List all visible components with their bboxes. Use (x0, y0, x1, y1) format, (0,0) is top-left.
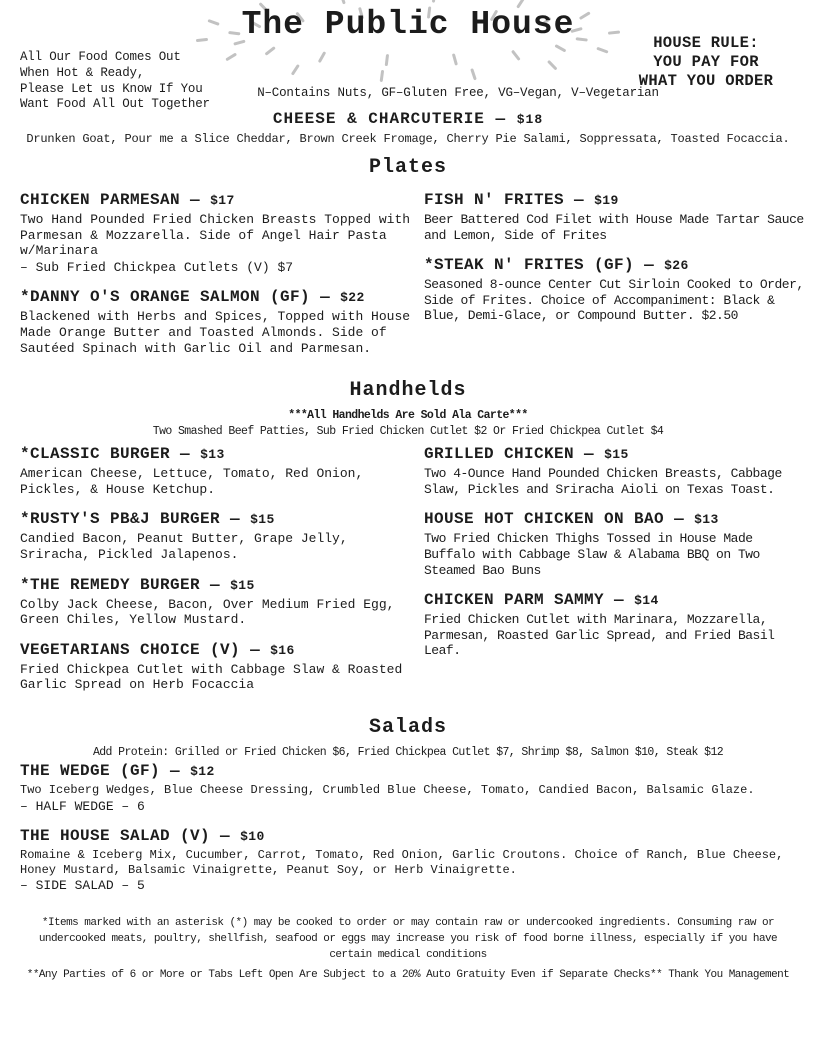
menu-item-description: Two Hand Pounded Fried Chicken Breasts Topped with Parmesan & Mozzarella. Side of Angel Hair Pasta w/Marinara (20, 212, 411, 259)
menu-item-price: $12 (190, 764, 215, 780)
menu-item-price: $15 (250, 512, 275, 528)
salads-items (0, 760, 816, 893)
price-dash: — (614, 591, 625, 610)
menu-item-title (20, 576, 412, 594)
menu-item-description: Beer Battered Cod Filet with House Made Tartar Sauce and Lemon, Side of Frites (424, 212, 804, 243)
price-dash: — (190, 191, 201, 209)
menu-item-price: $15 (604, 447, 629, 463)
menu-item (20, 827, 796, 893)
plates-heading: Plates (368, 156, 447, 179)
asterisk-disclaimer: *Items marked with an asterisk (*) may be cooked to order or may contain raw or undercooked ingredients. Consuming raw or undercooked meats, poultry, shellfish, seafood or eggs may increase you risk of food borne illness, especially if you have certain medical conditions (38, 916, 778, 961)
menu-item-title (20, 827, 796, 845)
section-salads (0, 716, 816, 894)
menu-item-title (20, 191, 412, 209)
handhelds-note-primary: ***All Handhelds Are Sold Ala Carte*** (288, 409, 528, 423)
menu-item-name: THE HOUSE SALAD (V) (20, 827, 211, 846)
menu-item (424, 191, 806, 243)
menu-item (424, 256, 806, 324)
price-dash: — (170, 762, 181, 781)
pickup-note-line: Please Let us Know If You (20, 81, 203, 96)
restaurant-name: The Public House (241, 6, 575, 43)
menu-item-name: GRILLED CHICKEN (424, 445, 575, 464)
menu-item-price: $13 (200, 447, 225, 463)
handhelds-columns (0, 439, 816, 706)
price-dash: — (674, 510, 685, 529)
burst-ray-mark (471, 68, 477, 80)
house-rule-line: YOU PAY FOR (653, 52, 759, 71)
pickup-note-line: All Our Food Comes Out (20, 50, 181, 64)
menu-item-title (20, 641, 412, 659)
menu-item-description: Fried Chicken Cutlet with Marinara, Mozzarella, Parmesan, Roasted Garlic Spread, and Fried Basil Leaf. (424, 612, 775, 659)
price-dash: — (250, 640, 261, 659)
menu-item-price: $13 (694, 512, 719, 528)
menu-item-name: CHICKEN PARMESAN (20, 191, 181, 209)
menu-item-description: Two 4-Ounce Hand Pounded Chicken Breasts, Cabbage Slaw, Pickles and Sriracha Aioli on Texas Toast. (424, 466, 782, 497)
menu-item-name: CHICKEN PARM SAMMY (424, 591, 605, 610)
burst-ray-mark (196, 38, 208, 42)
gratuity-note: **Any Parties of 6 or More or Tabs Left Open Are Subject to a 20% Auto Gratuity Even if Separate Checks** Thank You Management (26, 968, 790, 981)
house-rule-line: WHAT YOU ORDER (638, 71, 774, 90)
menu-item-addendum: – HALF WEDGE – 6 (20, 798, 145, 814)
burst-ray-mark (228, 31, 240, 35)
menu-item-description: Blackened with Herbs and Spices, Topped with House Made Orange Butter and Toasted Almonds. Side of Sautéed Spinach with Garlic Oil and Parmesan. (20, 309, 411, 356)
menu-item-price: $10 (240, 829, 265, 845)
salads-add-protein-note: Add Protein: Grilled or Fried Chicken $6, Fried Chickpea Cutlet $7, Shrimp $8, Salmon $10, Steak $12 (92, 745, 724, 759)
price-dash: — (584, 445, 595, 464)
menu-item-name: *DANNY O'S ORANGE SALMON (GF) (20, 288, 311, 307)
menu-item-description: Two Iceberg Wedges, Blue Cheese Dressing, Crumbled Blue Cheese, Tomato, Candied Bacon, Balsamic Glaze. (20, 783, 755, 798)
menu-item-name: *STEAK N' FRITES (GF) (424, 256, 635, 275)
pickup-note-line: When Hot & Ready, (20, 65, 145, 80)
menu-item-title (424, 591, 806, 609)
burst-ray-mark (511, 50, 520, 61)
price-dash: — (210, 575, 221, 594)
menu-item-price: $17 (210, 193, 235, 208)
pickup-note-line: Want Food All Out Together (20, 97, 210, 112)
menu-item-description: Romaine & Iceberg Mix, Cucumber, Carrot, Tomato, Red Onion, Garlic Croutons. Choice of Ranch, Blue Cheese, Honey Mustard, Balsamic Vinaigrette, Peanut Soy, or Herb Vinaigrette. (20, 848, 784, 877)
menu-item-title (424, 191, 806, 209)
menu-item-name: HOUSE HOT CHICKEN ON BAO (424, 510, 665, 529)
menu-item-description: Fried Chickpea Cutlet with Cabbage Slaw & Roasted Garlic Spread on Herb Focaccia (20, 661, 403, 693)
menu-item (20, 288, 412, 356)
menu-item-description: Seasoned 8-ounce Center Cut Sirloin Cooked to Order, Side of Frites. Choice of Accompaniment: Black & Blue, Demi-Glace, or Compound Butter. $2.50 (424, 277, 804, 324)
section-handhelds (0, 379, 816, 706)
menu-item-title (20, 510, 412, 528)
burst-ray-mark (226, 53, 238, 61)
menu-item (424, 445, 806, 497)
handhelds-heading: Handhelds (349, 379, 467, 403)
salads-heading: Salads (368, 715, 447, 739)
price-dash: — (495, 110, 507, 128)
menu-item-price: $14 (634, 593, 659, 609)
menu-item-price: $22 (340, 290, 365, 306)
menu-item-price: $18 (516, 112, 544, 127)
burst-ray-mark (380, 70, 384, 82)
menu-item-price: $19 (594, 193, 619, 208)
menu-item (20, 445, 412, 497)
menu-item (424, 510, 806, 578)
handhelds-right-column (424, 445, 806, 706)
plates-right-column (424, 191, 806, 369)
burst-ray-mark (318, 51, 326, 63)
menu-item (20, 510, 412, 562)
menu-item-description: Candied Bacon, Peanut Butter, Grape Jelly, Sriracha, Pickled Jalapenos. (20, 531, 348, 562)
menu-item-title (424, 445, 806, 463)
menu-item-name: CHEESE & CHARCUTERIE (272, 110, 485, 128)
menu-item-name: VEGETARIANS CHOICE (V) (20, 640, 241, 659)
burst-ray-mark (579, 11, 591, 19)
handhelds-left-column (20, 445, 412, 706)
menu-item-title (20, 762, 796, 780)
menu-item-description: Colby Jack Cheese, Bacon, Over Medium Fried Egg, Green Chiles, Yellow Mustard. (20, 596, 395, 628)
menu-item-name: *THE REMEDY BURGER (20, 575, 201, 594)
price-dash: — (644, 256, 655, 275)
burst-ray-mark (547, 60, 557, 70)
burst-ray-mark (339, 0, 345, 4)
menu-item-title (424, 256, 806, 274)
plates-columns (0, 185, 816, 369)
menu-item-name: THE WEDGE (GF) (20, 762, 161, 781)
house-rule (602, 34, 810, 91)
menu-item-name: *CLASSIC BURGER (20, 445, 171, 464)
plates-left-column (20, 191, 412, 369)
menu-item-description: Two Fried Chicken Thighs Tossed in House Made Buffalo with Cabbage Slaw & Alabama BBQ on Two Steamed Bao Buns (424, 531, 760, 578)
menu-item (20, 191, 412, 275)
menu-item-addendum: – SIDE SALAD – 5 (20, 878, 145, 894)
menu-item-description: American Cheese, Lettuce, Tomato, Red Onion, Pickles, & House Ketchup. (20, 466, 364, 497)
burst-ray-mark (207, 19, 219, 26)
menu-item-price: $15 (230, 577, 255, 593)
menu-item-description: Drunken Goat, Pour me a Slice Cheddar, Brown Creek Fromage, Cherry Pie Salami, Soppressata, Toasted Focaccia. (26, 132, 790, 146)
burst-ray-mark (452, 53, 458, 65)
menu-item (20, 576, 412, 628)
burst-ray-mark (432, 0, 436, 3)
burst-ray-mark (555, 44, 567, 52)
house-rule-line: HOUSE RULE: (653, 34, 759, 52)
menu-item-price: $26 (664, 258, 689, 274)
price-dash: — (574, 191, 585, 209)
price-dash: — (180, 445, 191, 464)
burst-ray-mark (265, 46, 276, 55)
pickup-note (20, 50, 210, 113)
menu-item (20, 641, 412, 693)
menu-item-title (20, 288, 412, 306)
price-dash: — (320, 288, 331, 307)
featured-item (0, 110, 816, 146)
menu-header (0, 0, 816, 112)
menu-item-title (424, 510, 806, 528)
burst-ray-mark (291, 64, 300, 75)
burst-ray-mark (385, 54, 389, 66)
price-dash: — (220, 827, 231, 846)
handhelds-note-secondary: Two Smashed Beef Patties, Sub Fried Chicken Cutlet $2 Or Fried Chickpea Cutlet $4 (152, 424, 664, 438)
price-dash: — (230, 510, 241, 529)
menu-item-price: $16 (270, 642, 295, 658)
section-plates (0, 156, 816, 369)
burst-ray-mark (576, 37, 588, 41)
allergen-key: N–Contains Nuts, GF–Gluten Free, VG–Vegan, V–Vegetarian (257, 86, 659, 100)
menu-item-title (20, 445, 412, 463)
menu-footer (0, 916, 816, 981)
menu-item-name: FISH N' FRITES (424, 191, 565, 209)
menu-item (424, 591, 806, 659)
menu-item (20, 762, 796, 814)
menu-item-name: *RUSTY'S PB&J BURGER (20, 510, 221, 529)
menu-item-addendum: – Sub Fried Chickpea Cutlets (V) $7 (20, 259, 294, 275)
